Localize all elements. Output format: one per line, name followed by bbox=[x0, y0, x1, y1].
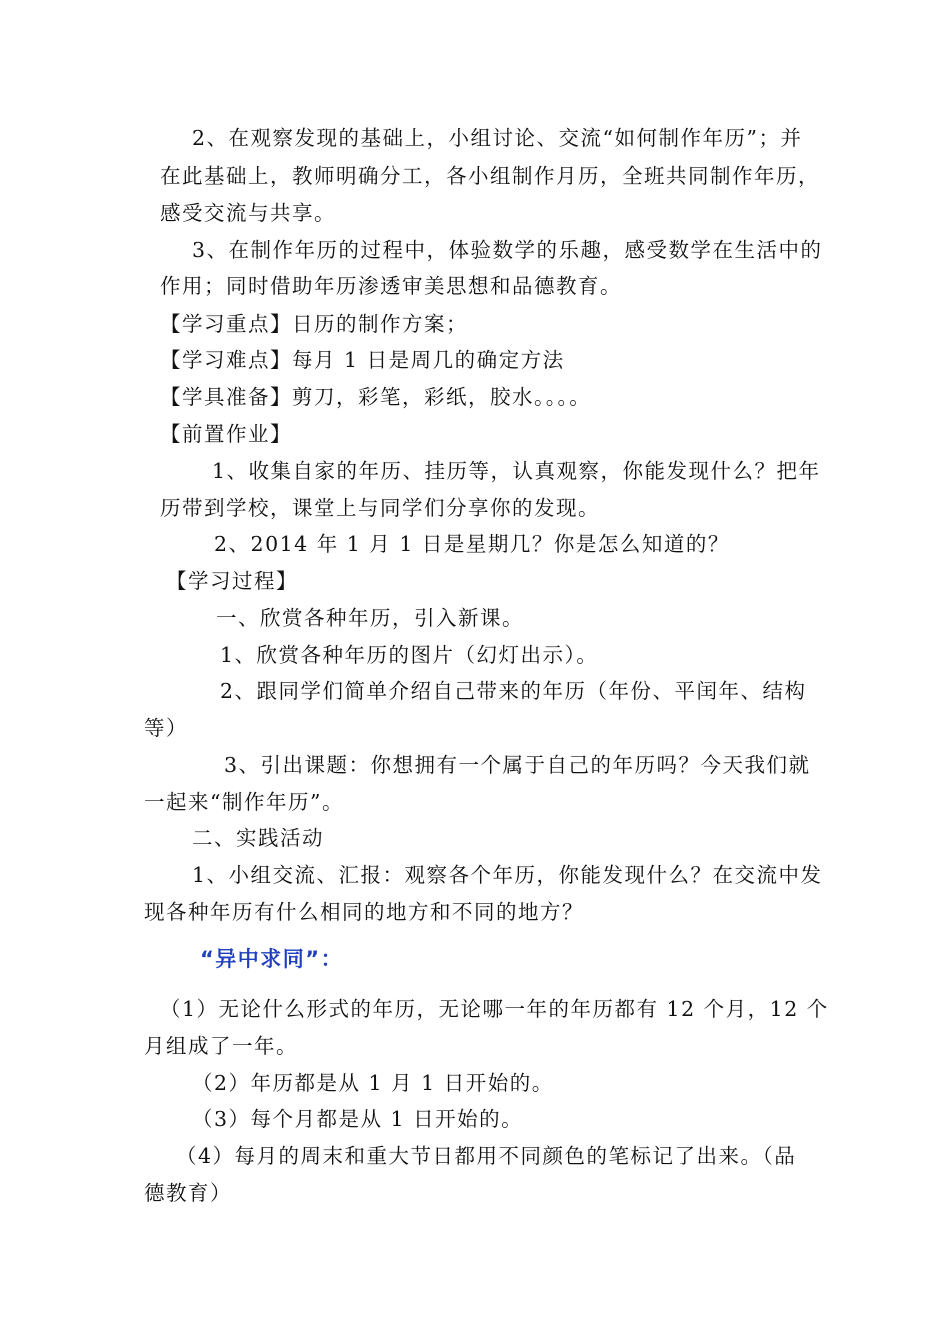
text-line: 一起来“制作年历”。 bbox=[144, 790, 344, 814]
text-line: 3、在制作年历的过程中，体验数学的乐趣，感受数学在生活中的 bbox=[192, 238, 823, 262]
highlight-heading: “异中求同”： bbox=[200, 947, 344, 971]
section-heading: 【前置作业】 bbox=[160, 422, 292, 446]
text-line: 2、2014 年 1 月 1 日是星期几？你是怎么知道的？ bbox=[214, 532, 730, 556]
text-line: 德教育） bbox=[144, 1181, 232, 1205]
section-heading: 【学具准备】剪刀，彩笔，彩纸，胶水。。。。 bbox=[160, 385, 592, 409]
text-line: 1、收集自家的年历、挂历等，认真观察，你能发现什么？把年 bbox=[212, 459, 821, 483]
text-line: 感受交流与共享。 bbox=[160, 201, 336, 225]
section-heading: 【学习重点】日历的制作方案； bbox=[160, 312, 468, 336]
text-line: 一、欣赏各种年历，引入新课。 bbox=[216, 606, 524, 630]
section-heading: 【学习难点】每月 1 日是周几的确定方法 bbox=[160, 348, 565, 372]
text-line: （1）无论什么形式的年历，无论哪一年的年历都有 12 个月，12 个 bbox=[160, 997, 829, 1021]
text-line: 1、小组交流、汇报：观察各个年历，你能发现什么？在交流中发 bbox=[192, 863, 823, 887]
text-line: 3、引出课题：你想拥有一个属于自己的年历吗？今天我们就 bbox=[224, 753, 811, 777]
text-line: 现各种年历有什么相同的地方和不同的地方？ bbox=[144, 900, 584, 924]
text-line: （4）每月的周末和重大节日都用不同颜色的笔标记了出来。（品 bbox=[176, 1144, 797, 1168]
text-line: 月组成了一年。 bbox=[144, 1034, 298, 1058]
section-heading: 【学习过程】 bbox=[166, 569, 298, 593]
text-line: 1、欣赏各种年历的图片（幻灯出示）。 bbox=[220, 643, 599, 667]
text-line: 2、跟同学们简单介绍自己带来的年历（年份、平闰年、结构 bbox=[220, 679, 807, 703]
text-line: 在此基础上，教师明确分工，各小组制作月历，全班共同制作年历， bbox=[160, 164, 820, 188]
text-line: 等） bbox=[144, 716, 188, 740]
text-line: 历带到学校，课堂上与同学们分享你的发现。 bbox=[160, 496, 600, 520]
text-line: 2、在观察发现的基础上，小组讨论、交流“如何制作年历”；并 bbox=[192, 126, 803, 150]
text-line: （3）每个月都是从 1 日开始的。 bbox=[192, 1107, 524, 1131]
text-line: 二、实践活动 bbox=[192, 826, 324, 850]
text-line: 作用；同时借助年历渗透审美思想和品德教育。 bbox=[160, 274, 622, 298]
text-line: （2）年历都是从 1 月 1 日开始的。 bbox=[192, 1071, 554, 1095]
